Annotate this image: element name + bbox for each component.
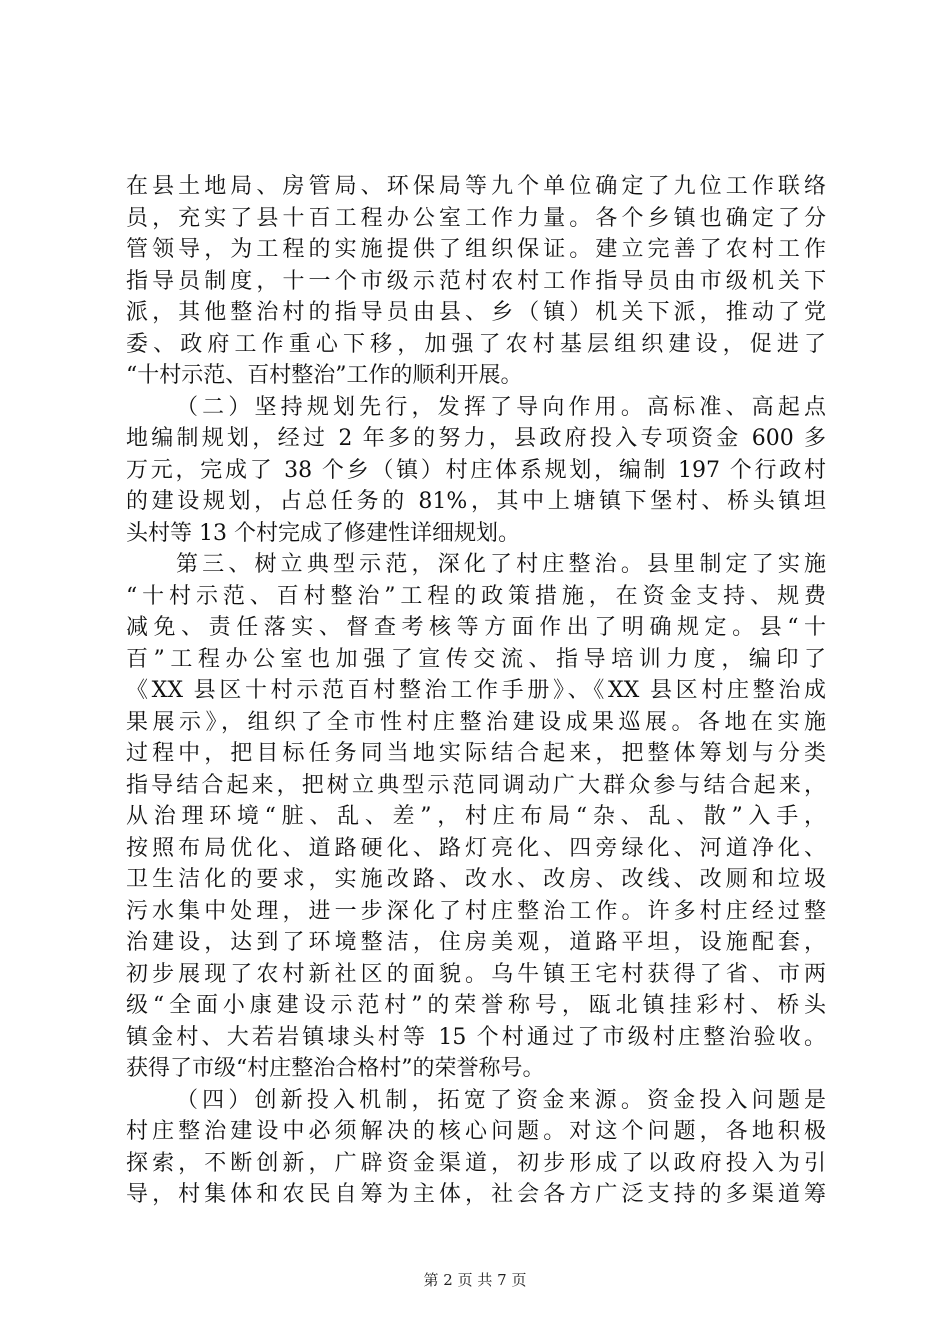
text-line: 指导结合起来，把树立典型示范同调动广大群众参与结合起来， xyxy=(126,772,826,798)
text-line: “十村示范、百村整治”工作的顺利开展。 xyxy=(126,363,523,388)
text-line: 头村等 13 个村完成了修建性详细规划。 xyxy=(126,520,520,546)
text-line: 探索，不断创新，广辟资金渠道，初步形成了以政府投入为引 xyxy=(126,1150,826,1176)
text-line: 按照布局优化、道路硬化、路灯亮化、四旁绿化、河道净化、 xyxy=(126,835,826,861)
paragraph-start-line: 第三、树立典型示范，深化了村庄整治。县里制定了实施 xyxy=(176,552,826,577)
text-line: 地编制规划，经过 2 年多的努力，县政府投入专项资金 600 多 xyxy=(126,426,826,451)
paragraph-start-line: （四）创新投入机制，拓宽了资金来源。资金投入问题是 xyxy=(176,1087,826,1113)
text-line: 万元，完成了 38 个乡（镇）村庄体系规划，编制 197 个行政村 xyxy=(126,457,826,483)
text-line: 获得了市级“村庄整治合格村”的荣誉称号。 xyxy=(126,1056,545,1081)
text-line: 的建设规划，占总任务的 81%，其中上塘镇下堡村、桥头镇坦 xyxy=(126,489,826,514)
text-line: 过程中，把目标任务同当地实际结合起来，把整体筹划与分类 xyxy=(126,741,826,766)
text-line: 百”工程办公室也加强了宣传交流、指导培训力度，编印了 xyxy=(126,646,826,672)
text-line: 治建设，达到了环境整洁，住房美观，道路平坦，设施配套， xyxy=(126,930,826,955)
text-line: 级“全面小康建设示范村”的荣誉称号，瓯北镇挂彩村、桥头 xyxy=(126,993,826,1018)
text-line: 在县土地局、房管局、环保局等九个单位确定了九位工作联络 xyxy=(126,174,826,199)
text-line: 管领导，为工程的实施提供了组织保证。建立完善了农村工作 xyxy=(126,237,826,262)
text-line: 《XX 县区十村示范百村整治工作手册》、《XX 县区村庄整治成 xyxy=(126,678,826,703)
text-line: 指导员制度，十一个市级示范村农村工作指导员由市级机关下 xyxy=(126,268,826,294)
text-line: 污水集中处理，进一步深化了村庄整治工作。许多村庄经过整 xyxy=(126,898,826,924)
body-text xyxy=(126,171,826,1211)
text-line: 派，其他整治村的指导员由县、乡（镇）机关下派，推动了党 xyxy=(126,300,826,325)
text-line: “十村示范、百村整治”工程的政策措施，在资金支持、规费 xyxy=(126,583,826,609)
text-line: 镇金村、大若岩镇埭头村等 15 个村通过了市级村庄整治验收。 xyxy=(126,1024,826,1050)
text-line: 卫生洁化的要求，实施改路、改水、改房、改线、改厕和垃圾 xyxy=(126,867,826,892)
text-line: 村庄整治建设中必须解决的核心问题。对这个问题，各地积极 xyxy=(126,1119,826,1144)
text-line: 减免、责任落实、督查考核等方面作出了明确规定。县“十 xyxy=(126,615,826,640)
text-line: 委、政府工作重心下移，加强了农村基层组织建设，促进了 xyxy=(126,331,826,357)
text-line: 果展示》，组织了全市性村庄整治建设成果巡展。各地在实施 xyxy=(126,709,826,735)
page-footer: 第 2 页 共 7 页 xyxy=(423,1271,527,1289)
text-line: 员，充实了县十百工程办公室工作力量。各个乡镇也确定了分 xyxy=(126,205,826,231)
text-line: 从治理环境“脏、乱、差”，村庄布局“杂、乱、散”入手， xyxy=(126,804,826,829)
text-line: 初步展现了农村新社区的面貌。乌牛镇王宅村获得了省、市两 xyxy=(126,961,826,987)
paragraph-start-line: （二）坚持规划先行，发挥了导向作用。高标准、高起点 xyxy=(176,394,826,420)
text-line: 导，村集体和农民自筹为主体，社会各方广泛支持的多渠道筹 xyxy=(126,1182,826,1207)
